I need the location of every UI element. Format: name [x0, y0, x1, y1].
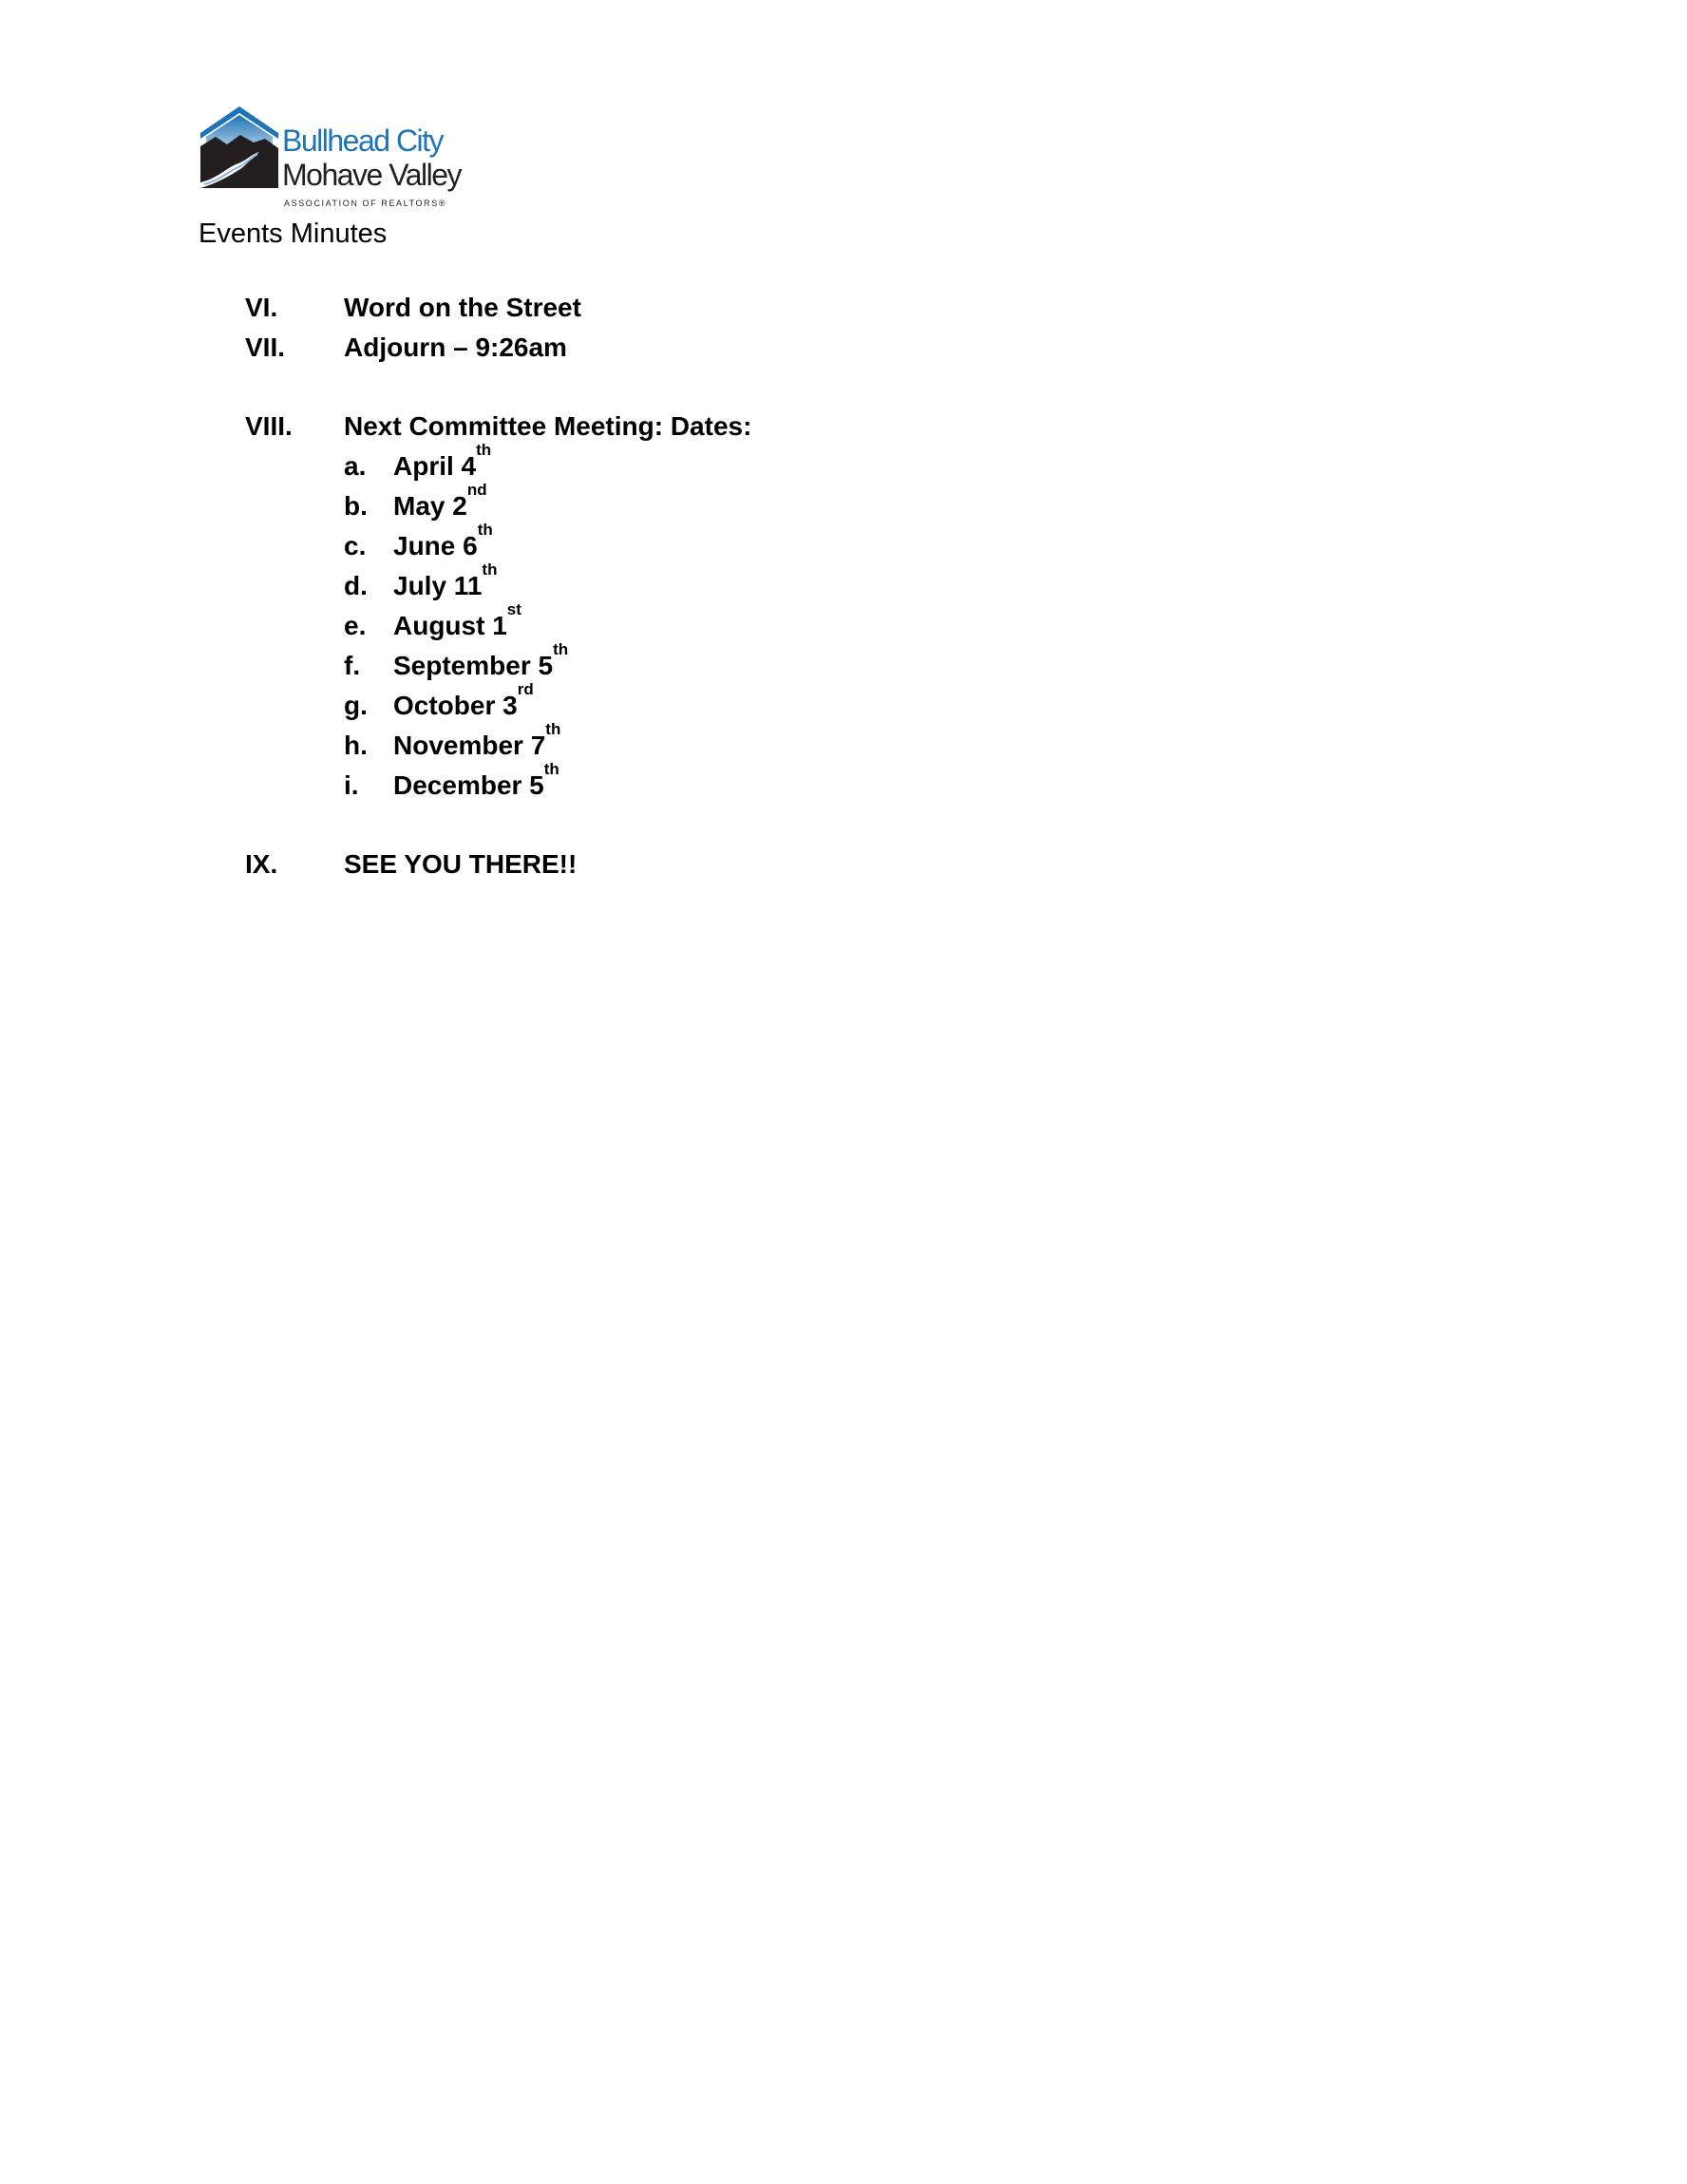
date-ordinal-suffix: th — [476, 441, 492, 459]
date-text — [393, 521, 493, 565]
date-value: August 1 — [393, 611, 507, 640]
date-value: December 5 — [393, 770, 544, 800]
date-letter: f. — [344, 651, 361, 680]
logo-text-mohave-valley: Mohave Valley — [282, 158, 462, 192]
date-ordinal-suffix: rd — [517, 680, 534, 698]
date-value: May 2 — [393, 491, 467, 521]
outline-text: SEE YOU THERE!! — [344, 849, 578, 879]
outline-number: VII. — [245, 332, 286, 362]
outline-number: VI. — [245, 293, 278, 322]
date-ordinal-suffix: th — [482, 560, 498, 579]
date-ordinal-suffix: nd — [466, 481, 487, 499]
outline-text: Next Committee Meeting: Dates: — [344, 411, 752, 441]
logo-text-association: ASSOCIATION OF REALTORS® — [284, 199, 447, 208]
date-letter: e. — [344, 611, 367, 640]
date-value: October 3 — [393, 691, 518, 720]
date-value: November 7 — [393, 731, 546, 760]
date-letter: g. — [344, 691, 368, 720]
date-text — [393, 441, 492, 485]
date-ordinal-suffix: th — [553, 640, 569, 658]
date-text — [393, 720, 561, 765]
document-title: Events Minutes — [199, 218, 388, 249]
outline-number: IX. — [245, 849, 278, 879]
date-value: April 4 — [393, 451, 477, 481]
date-letter: c. — [344, 531, 367, 560]
outline-text: Adjourn – 9:26am — [344, 332, 567, 362]
date-letter: d. — [344, 571, 368, 600]
date-value: July 11 — [393, 571, 483, 600]
date-text — [393, 481, 487, 525]
date-ordinal-suffix: st — [506, 600, 521, 618]
association-logo — [199, 101, 483, 215]
date-value: September 5 — [393, 651, 554, 680]
date-text — [393, 680, 534, 725]
outline-number: VIII. — [245, 411, 293, 441]
date-letter: b. — [344, 491, 368, 521]
date-ordinal-suffix: th — [477, 521, 493, 539]
date-letter: a. — [344, 451, 367, 481]
date-ordinal-suffix: th — [543, 760, 559, 778]
date-text — [393, 760, 559, 805]
date-value: June 6 — [393, 531, 478, 560]
date-text — [393, 640, 569, 685]
date-letter: i. — [344, 770, 359, 800]
date-ordinal-suffix: th — [545, 720, 561, 738]
outline-text: Word on the Street — [344, 293, 581, 322]
date-letter: h. — [344, 731, 368, 760]
date-text — [393, 560, 498, 605]
house-mountain-logo-icon — [199, 101, 280, 192]
logo-text-bullhead-city: Bullhead City — [282, 123, 444, 158]
date-text — [393, 600, 521, 645]
